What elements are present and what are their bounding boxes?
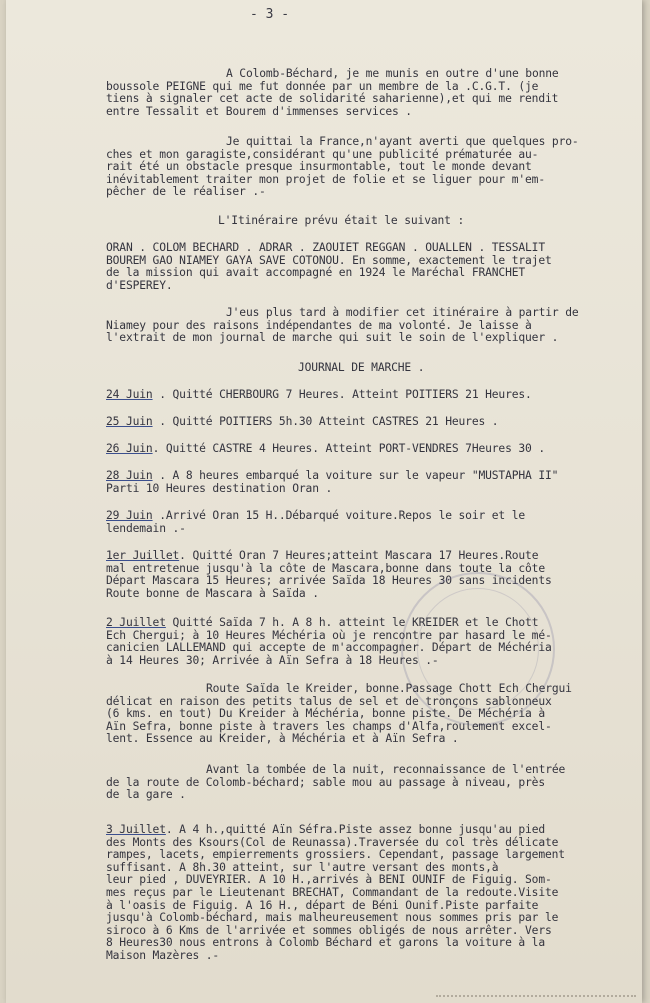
- entry-text: . Quitté POITIERS 5h.30 Atteint CASTRES 21 Heures .: [152, 415, 499, 428]
- paragraph-change: [106, 307, 646, 345]
- entry-text: .Arrivé Oran 15 H..Débarqué voiture.Repos le soir et le: [152, 509, 526, 522]
- journal-entry: [106, 443, 646, 456]
- text-line: inévitablement traiter mon projet de folie et se liguer pour m'em-: [106, 172, 545, 186]
- journal-entry: [106, 550, 646, 600]
- paragraph-route-notes: [106, 683, 646, 746]
- text-line: [106, 550, 646, 563]
- text-line: [106, 416, 646, 429]
- journal-entry: [106, 617, 646, 667]
- text-line: L'Itinéraire prévu était le suivant :: [218, 214, 465, 227]
- text-line: suffisant. A 8h.30 atteint, sur l'autre versant des monts,à: [106, 860, 499, 874]
- paragraph-nightfall: [106, 764, 646, 802]
- page-edge-mark: [436, 993, 636, 997]
- journal-title: [106, 362, 646, 375]
- text-line: rampes, lacets, empierrements grossiers. Cependant, passage largement: [106, 848, 565, 862]
- text-line: Départ Mascara 15 Heures; arrivée Saïda 18 Heures 30 sans incidents: [106, 574, 552, 588]
- text-line: Route Saïda le Kreider, bonne.Passage Chott Ech Chergui: [206, 682, 572, 695]
- text-line: des Monts des Ksours(Col de Reunassa).Traversée du col très délicate: [106, 835, 559, 849]
- text-line: leur pied , DUVEYRIER. A 10 H.,arrivés à BENI OUNIF de Figuig. Som-: [106, 873, 552, 887]
- journal-entry: [106, 470, 646, 495]
- journal-entry: [106, 389, 646, 402]
- text-line: [106, 443, 646, 456]
- text-line: tiens à signaler cet acte de solidarité saharienne),et qui me rendit: [106, 92, 559, 106]
- entry-date: 28 Juin: [106, 469, 153, 482]
- journal-title-text: JOURNAL DE MARCHE .: [298, 361, 425, 374]
- text-line: A Colomb-Béchard, je me munis en outre d'une bonne: [226, 67, 559, 80]
- journal-entry: [106, 510, 646, 535]
- text-line: boussole PEIGNE qui me fut donnée par un membre de la .C.G.T. (je: [106, 79, 539, 93]
- text-line: de la route de Colomb-béchard; sable mou au passage à niveau, près: [106, 775, 545, 789]
- text-line: [106, 824, 646, 837]
- text-line: jusqu'à Colomb-béchard, mais malheureusement nous sommes pris par le: [106, 911, 559, 925]
- text-line: d'ESPEREY.: [106, 278, 173, 292]
- text-line: J'eus plus tard à modifier cet itinéraire à partir de: [226, 306, 579, 319]
- page-number: - 3 -: [250, 7, 290, 22]
- text-line: BOUREM GAO NIAMEY GAYA SAVE COTONOU. En somme, exactement le trajet: [106, 253, 552, 267]
- text-line: [106, 510, 646, 523]
- text-line: Maison Mazères .-: [106, 948, 220, 962]
- text-line: Niamey pour des raisons indépendantes de ma volonté. Je laisse à: [106, 318, 532, 332]
- entry-date: 3 Juillet: [106, 823, 166, 836]
- text-line: ORAN . COLOM BECHARD . ADRAR . ZAOUIET REGGAN . OUALLEN . TESSALIT: [106, 241, 545, 254]
- text-line: lendemain .-: [106, 521, 186, 535]
- entry-text: . Quitté CASTRE 4 Heures. Atteint PORT-VENDRES 7Heures 30 .: [152, 442, 545, 455]
- entry-date: 2 Juillet: [106, 616, 166, 629]
- text-line: délicat en raison des petits talus de sel et de tronçons sablonneux: [106, 694, 552, 708]
- entry-date: 24 Juin: [106, 388, 153, 401]
- text-line: lent. Essence au Kreider, à Méchéria et à Aïn Sefra .: [106, 732, 459, 746]
- entry-date: 26 Juin: [106, 442, 153, 455]
- entry-text: . Quitté Oran 7 Heures;atteint Mascara 17 Heures.Route: [179, 549, 539, 562]
- text-line: de la mission qui avait accompagné en 1924 le Maréchal FRANCHET: [106, 266, 526, 280]
- text-line: Parti 10 Heures destination Oran .: [106, 481, 333, 495]
- paragraph-compass: [106, 68, 646, 118]
- text-line: Je quittai la France,n'ayant averti que quelques pro-: [226, 135, 579, 148]
- entry-text: Quitté Saïda 7 h. A 8 h. atteint le KREIDER et le Chott: [165, 616, 539, 629]
- text-line: entre Tessalit et Bourem d'immenses services .: [106, 104, 412, 118]
- text-line: [106, 617, 646, 630]
- text-line: à 14 Heures 30; Arrivée à Aïn Sefra à 18 Heures .-: [106, 653, 439, 667]
- text-line: à l'oasis de Figuig. A 16 H., départ de Béni Ounif.Piste parfaite: [106, 898, 539, 912]
- text-line: siroco à 6 Kms de l'arrivée et sommes obligés de nous arrêter. Vers: [106, 923, 552, 937]
- text-line: pêcher de le réaliser .-: [106, 185, 266, 199]
- text-line: l'extrait de mon journal de marche qui suit le soin de l'expliquer .: [106, 331, 559, 345]
- text-line: Aïn Sefra, bonne piste à travers les champs d'Alfa,roulement excel-: [106, 719, 552, 733]
- text-line: Route bonne de Mascara à Saïda .: [106, 586, 319, 600]
- paragraph-itinerary-heading: [106, 215, 646, 228]
- paragraph-itinerary: [106, 242, 646, 292]
- text-line: [106, 389, 646, 402]
- paragraph-departure: [106, 136, 646, 199]
- text-line: ches et mon garagiste,considérant qu'une publicité prématurée au-: [106, 147, 539, 161]
- journal-entry-final: [106, 824, 646, 963]
- text-line: Ech Chergui; à 10 Heures Méchéria où je rencontre par hasard le mé-: [106, 628, 552, 642]
- entry-text: . A 4 h.,quitté Aïn Séfra.Piste assez bonne jusqu'au pied: [165, 823, 545, 836]
- text-line: de la gare .: [106, 788, 186, 802]
- document-page: [6, 0, 642, 1003]
- entry-date: 29 Juin: [106, 509, 153, 522]
- journal-entry: [106, 416, 646, 429]
- text-line: Avant la tombée de la nuit, reconnaissance de l'entrée: [206, 763, 566, 776]
- text-line: 8 Heures30 nous entrons à Colomb Béchard et garons la voiture à la: [106, 936, 545, 950]
- entry-date: 1er Juillet: [106, 549, 180, 562]
- entry-text: . Quitté CHERBOURG 7 Heures. Atteint POITIERS 21 Heures.: [152, 388, 532, 401]
- text-line: mal entretenue jusqu'à la côte de Mascara,bonne dans toute la côte: [106, 561, 545, 575]
- entry-date: 25 Juin: [106, 415, 153, 428]
- text-line: rait été un obstacle presque insurmontable, tout le monde devant: [106, 160, 532, 174]
- text-line: canicien LALLEMAND qui accepte de m'accompagner. Départ de Méchéria: [106, 641, 552, 655]
- entry-text: . A 8 heures embarqué la voiture sur le vapeur "MUSTAPHA II": [152, 469, 559, 482]
- text-line: [106, 470, 646, 483]
- text-line: (6 kms. en tout) Du Kreider à Méchéria, bonne piste. De Méchéria à: [106, 707, 545, 721]
- text-line: mes reçus par le Lieutenant BRECHAT, Commandant de la redoute.Visite: [106, 885, 559, 899]
